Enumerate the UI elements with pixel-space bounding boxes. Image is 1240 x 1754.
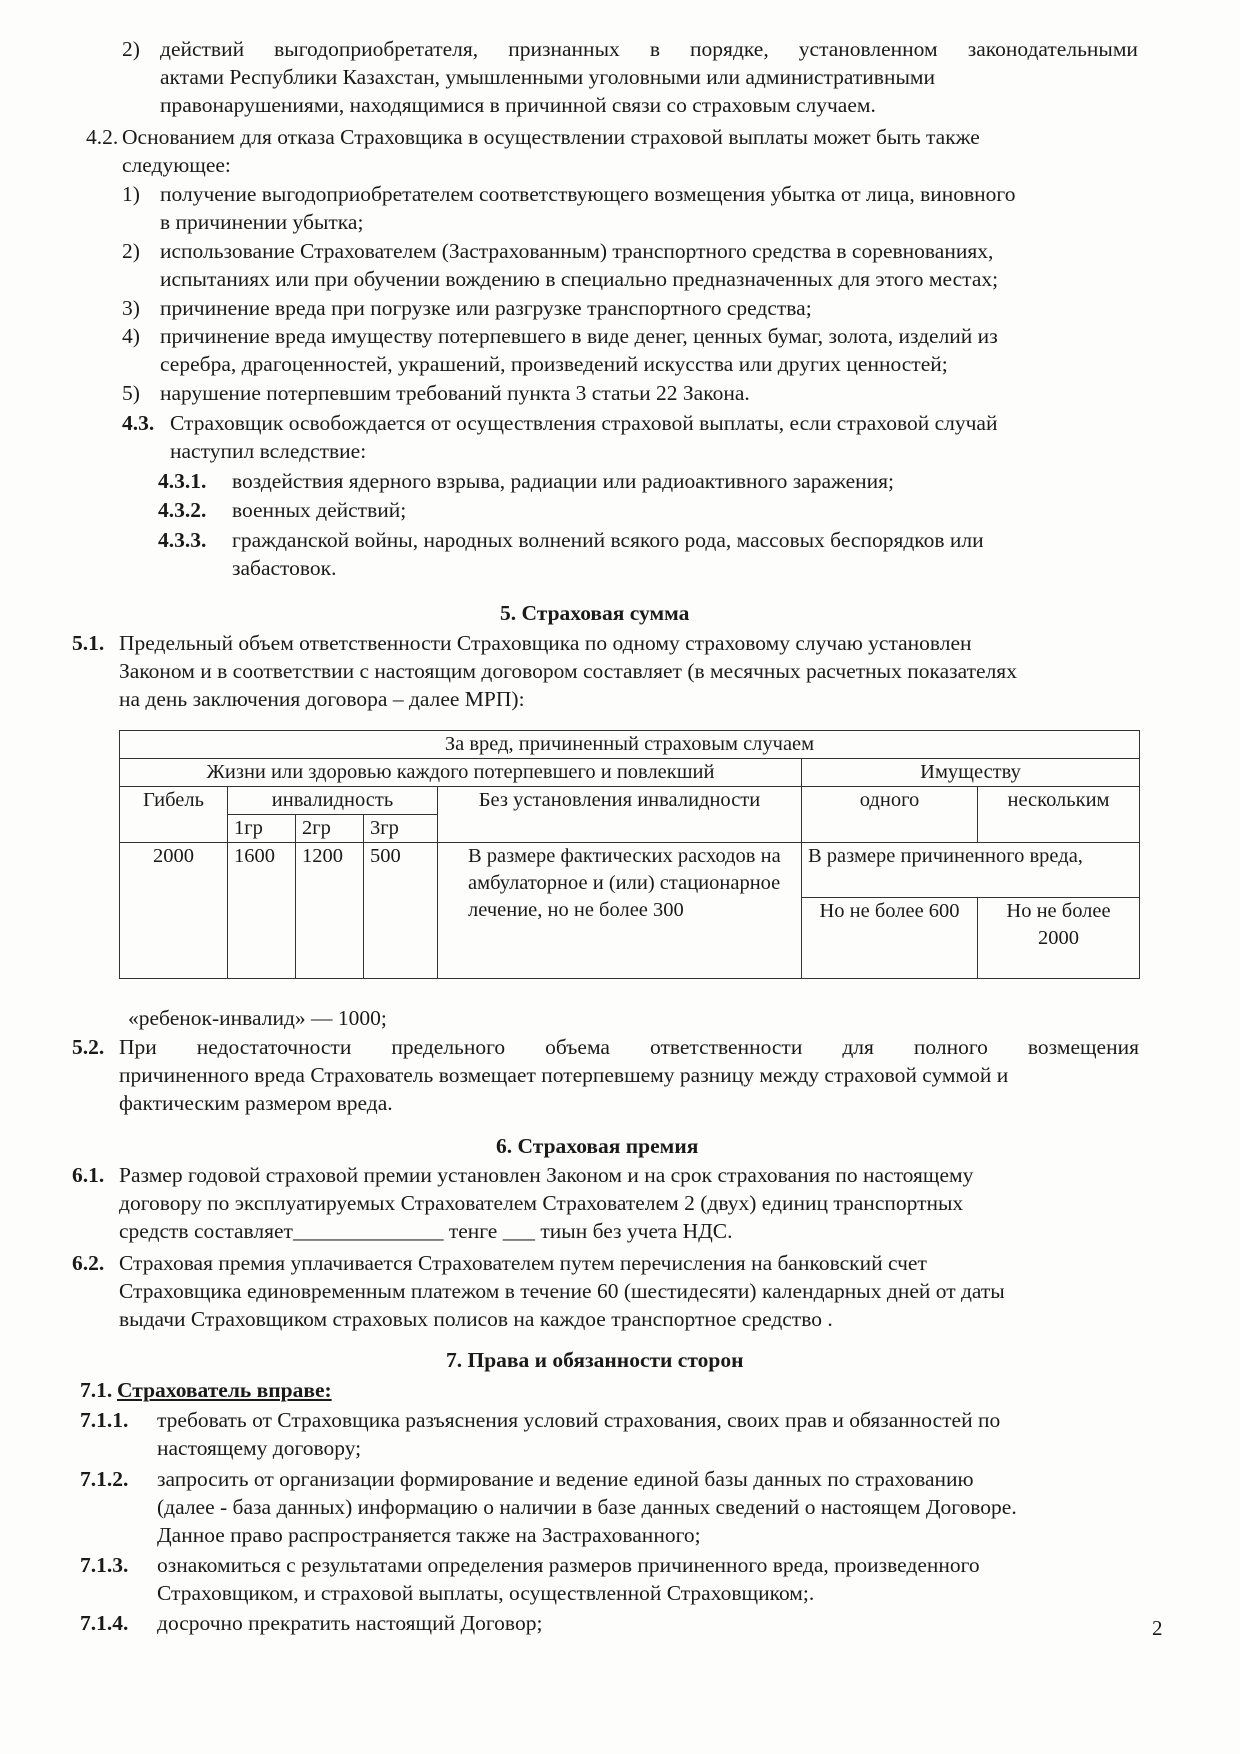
word: объема: [545, 1035, 610, 1059]
text-line: фактическим размером вреда.: [119, 1091, 393, 1115]
table-cell: Но не более 600: [802, 898, 978, 979]
table-cell: 1600: [228, 843, 296, 979]
text-line: досрочно прекратить настоящий Договор;: [157, 1611, 543, 1635]
text-line: [119, 1034, 1139, 1062]
text-line: гражданской войны, народных волнений всякого рода, массовых беспорядков или: [232, 528, 984, 552]
table-cell: 1200: [296, 843, 364, 979]
word: законодательными: [967, 37, 1138, 61]
word: ответственности: [649, 1035, 803, 1059]
text-line: Основанием для отказа Страховщика в осуществлении страховой выплаты может быть также: [122, 125, 980, 149]
word: выгодоприобретателя,: [274, 37, 479, 61]
list-number: 3): [122, 296, 140, 320]
word: в: [649, 37, 660, 61]
clause-number: 7.1.4.: [80, 1611, 129, 1635]
text-line: воздействия ядерного взрыва, радиации или радиоактивного заражения;: [232, 469, 895, 493]
text-line: актами Республики Казахстан, умышленными уголовными или административными: [160, 65, 936, 89]
text-line: Законом и в соответствии с настоящим договором составляет (в месячных расчетных показателях: [119, 659, 1017, 683]
table-header-cell: За вред, причиненный страховым случаем: [120, 731, 1140, 759]
table-header-cell: Гибель: [120, 787, 228, 843]
list-number: 1): [122, 182, 140, 206]
table-cell: Но не более 2000: [978, 898, 1140, 979]
text-line: на день заключения договора – далее МРП):: [119, 687, 525, 711]
text-line: серебра, драгоценностей, украшений, произведений искусства или других ценностей;: [160, 352, 948, 376]
word: возмещения: [1027, 1035, 1139, 1059]
text-line: настоящему договору;: [157, 1436, 362, 1460]
clause-number: 6.2.: [72, 1251, 105, 1275]
table-cell: 500: [364, 843, 438, 979]
clause-number: 7.1.1.: [80, 1408, 129, 1432]
table-header-cell: нескольким: [978, 787, 1140, 843]
text-line: забастовок.: [232, 556, 337, 580]
list-number: 2): [122, 239, 140, 263]
section-heading: 7. Права и обязанности сторон: [446, 1348, 744, 1372]
word: действий: [160, 37, 245, 61]
text-line: ознакомиться с результатами определения размеров причиненного вреда, произведенного: [157, 1553, 980, 1577]
word: полного: [913, 1035, 988, 1059]
clause-number: 4.3.3.: [158, 528, 207, 552]
liability-table: [119, 730, 1140, 979]
text-line: следующее:: [122, 153, 231, 177]
clause-number: 5.2.: [72, 1035, 105, 1059]
text-line: причинение вреда при погрузке или разгрузке транспортного средства;: [160, 296, 812, 320]
text-line: Размер годовой страховой премии установлен Законом и на срок страхования по настоящему: [119, 1163, 974, 1187]
text-line: нарушение потерпевшим требований пункта 3 статьи 22 Закона.: [160, 381, 750, 405]
word: порядке,: [690, 37, 769, 61]
table-row: [120, 759, 1140, 787]
text-line: Страховая премия уплачивается Страхователем путем перечисления на банковский счет: [119, 1251, 927, 1275]
section-heading: 6. Страховая премия: [496, 1134, 699, 1158]
clause-number: 5.1.: [72, 631, 105, 655]
word: При: [119, 1035, 157, 1059]
word: для: [842, 1035, 874, 1059]
word: предельного: [391, 1035, 506, 1059]
text-line: причиненного вреда Страхователь возмещает потерпевшему разницу между страховой суммой и: [119, 1063, 1009, 1087]
text-line: Предельный объем ответственности Страховщика по одному страховому случаю установлен: [119, 631, 972, 655]
table-header-cell: Имуществу: [802, 759, 1140, 787]
table-row: [120, 731, 1140, 759]
table-header-cell: инвалидность: [228, 787, 438, 815]
text-line: использование Страхователем (Застрахованным) транспортного средства в соревнованиях,: [160, 239, 994, 263]
text-line: запросить от организации формирование и ведение единой базы данных по страхованию: [157, 1467, 974, 1491]
text-line: Страховщика единовременным платежом в течение 60 (шестидесяти) календарных дней от даты: [119, 1279, 1005, 1303]
text-line: испытаниях или при обучении вождению в специально предназначенных для этого местах;: [160, 267, 999, 291]
word: признанных: [508, 37, 620, 61]
text-line: (далее - база данных) информацию о наличии в базе данных сведений о настоящем Договоре.: [157, 1495, 1017, 1519]
text-line: требовать от Страховщика разъяснения условий страхования, своих прав и обязанностей по: [157, 1408, 1001, 1432]
text-line: наступил вследствие:: [170, 439, 367, 463]
table-cell: 2000: [120, 843, 228, 979]
table-row: [120, 843, 1140, 898]
list-number: 4): [122, 324, 140, 348]
clause-number: 7.1.2.: [80, 1467, 129, 1491]
table-header-cell: 3гр: [364, 815, 438, 843]
table-header-cell: 1гр: [228, 815, 296, 843]
clause-number: 7.1.3.: [80, 1553, 129, 1577]
clause-number: 4.3.: [122, 411, 155, 435]
list-number: 5): [122, 381, 140, 405]
text-line: «ребенок-инвалид» — 1000;: [128, 1006, 387, 1030]
text-line: [160, 36, 1138, 64]
clause-number: 4.3.1.: [158, 469, 207, 493]
word: недостаточности: [196, 1035, 352, 1059]
text-line: получение выгодоприобретателем соответствующего возмещения убытка от лица, виновного: [160, 182, 1016, 206]
clause-number: 7.1.: [80, 1378, 113, 1402]
table-header-cell: Жизни или здоровью каждого потерпевшего и повлекший: [120, 759, 802, 787]
clause-number: 4.3.2.: [158, 498, 207, 522]
word: установленном: [798, 37, 938, 61]
table-row: [120, 787, 1140, 815]
subsection-title: Страхователь вправе:: [117, 1378, 332, 1402]
text-line: причинение вреда имуществу потерпевшего в виде денег, ценных бумаг, золота, изделий из: [160, 324, 998, 348]
text-line: договору по эксплуатируемых Страхователем Страхователем 2 (двух) единиц транспортных: [119, 1191, 964, 1215]
clause-number: 6.1.: [72, 1163, 105, 1187]
text-line: военных действий;: [232, 498, 407, 522]
text-line: Данное право распространяется также на Застрахованного;: [157, 1523, 701, 1547]
table-header-cell: одного: [802, 787, 978, 843]
clause-number: 4.2.: [86, 125, 119, 149]
table-header-cell: 2гр: [296, 815, 364, 843]
section-heading: 5. Страховая сумма: [500, 601, 690, 625]
text-line: правонарушениями, находящимися в причинной связи со страховым случаем.: [160, 93, 876, 117]
list-number: 2): [122, 37, 140, 61]
table-cell: В размере причиненного вреда,: [802, 843, 1140, 898]
text-line: в причинении убытка;: [160, 210, 364, 234]
text-line: средств составляет______________ тенге ___ тиын без учета НДС.: [119, 1219, 733, 1243]
text-line: выдачи Страховщиком страховых полисов на каждое транспортное средство .: [119, 1307, 833, 1331]
page-number: 2: [1152, 1616, 1163, 1640]
table-cell: В размере фактических расходов на амбулаторное и (или) стационарное лечение, но не более 300: [438, 843, 802, 979]
text-line: Страховщик освобождается от осуществления страховой выплаты, если страховой случай: [170, 411, 998, 435]
table-header-cell: Без установления инвалидности: [438, 787, 802, 843]
text-line: Страховщиком, и страховой выплаты, осуществленной Страховщиком;.: [157, 1581, 815, 1605]
